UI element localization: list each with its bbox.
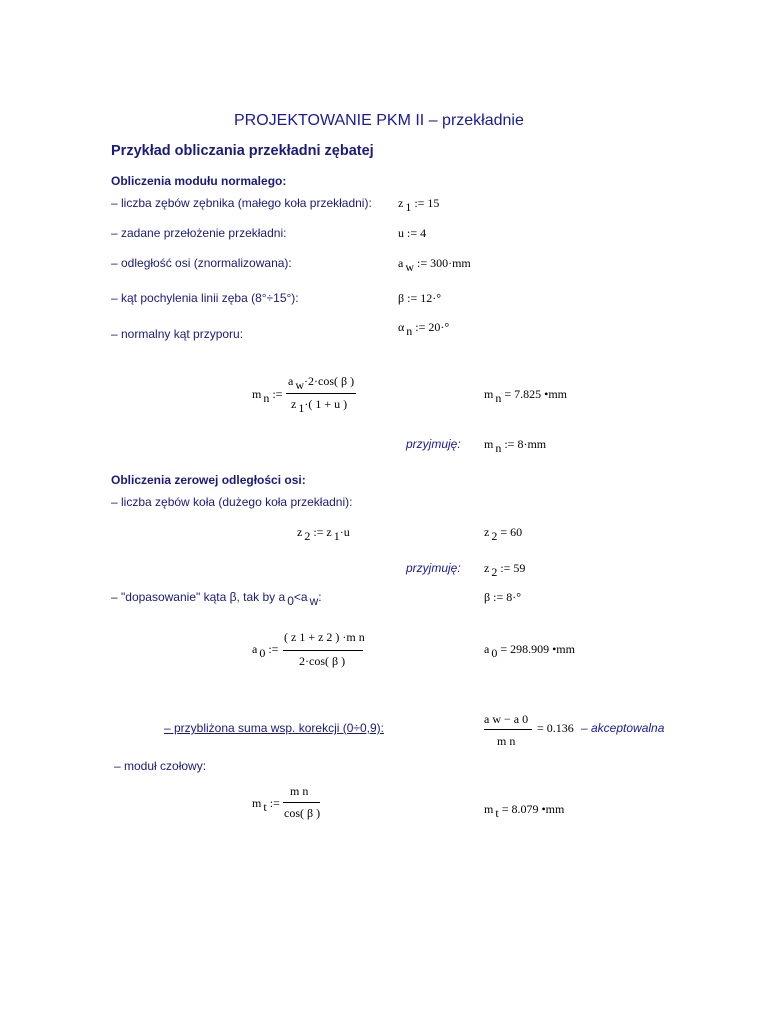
mt-result: m t = 8.079 •mm [484,802,565,820]
mt-fraction-bar [283,802,320,803]
mn-result: m n = 7.825 •mm [484,387,567,405]
eq-beta-fit: β := 8·° [484,590,522,604]
mt-lhs: m t := [252,796,280,814]
accept-label-1: przyjmuję: [406,437,461,451]
a0-result: a 0 = 298.909 •mm [484,642,575,660]
eq-z2: z 2 := z 1·u [297,525,350,543]
heading-zero-axis-distance: Obliczenia zerowej odległości osi: [111,473,306,487]
corr-numerator: a w − a 0 [484,712,529,726]
a0-numerator: ( z 1 + z 2 ) ·m n [284,630,365,644]
mt-denominator: cos( β ) [284,806,321,820]
corr-note: – akceptowalna [581,721,665,735]
eq-aw: a w := 300·mm [398,256,471,274]
label-pinion-teeth: – liczba zębów zębnika (małego koła przekładni): [111,196,372,210]
mn-denominator: z 1·( 1 + u ) [291,397,348,415]
mn-numerator: a w·2·cos( β ) [288,374,355,392]
z2-result: z 2 = 60 [484,525,523,543]
mn-accepted: m n := 8·mm [484,437,547,455]
mt-numerator: m n [290,784,309,798]
eq-alpha-n: α n := 20·° [398,320,450,338]
label-correction-sum: – przybliżona suma wsp. korekcji (0÷0,9): [164,721,385,735]
accept-label-2: przyjmuję: [406,561,461,575]
corr-result: = 0.136 [537,721,574,735]
eq-z1: z 1 := 15 [398,196,440,214]
section-title: Przykład obliczania przekładni zębatej [111,143,374,159]
mn-lhs: m n := [252,387,283,405]
corr-fraction-bar [484,729,532,730]
a0-denominator: 2·cos( β ) [299,654,346,668]
corr-denominator: m n [497,734,516,748]
label-beta-fit: – "dopasowanie" kąta β, tak by a 0<a w: [111,590,322,608]
heading-normal-module: Obliczenia modułu normalego: [111,174,287,188]
label-transverse-module: – moduł czołowy: [114,759,207,773]
label-gear-teeth: – liczba zębów koła (dużego koła przekładni): [111,495,353,509]
eq-beta: β := 12·° [398,291,442,305]
eq-u: u := 4 [398,226,427,240]
label-pressure-angle: – normalny kąt przyporu: [111,327,244,341]
label-axis-distance: – odległość osi (znormalizowana): [111,256,292,270]
mn-fraction-bar [286,393,356,394]
label-helix-angle: – kąt pochylenia linii zęba (8°÷15°): [111,291,299,305]
label-ratio: – zadane przełożenie przekładni: [111,226,287,240]
page-title: PROJEKTOWANIE PKM II – przekładnie [234,112,524,129]
a0-lhs: a 0 := [252,642,279,660]
z2-accepted: z 2 := 59 [484,561,526,579]
a0-fraction-bar [283,650,363,651]
